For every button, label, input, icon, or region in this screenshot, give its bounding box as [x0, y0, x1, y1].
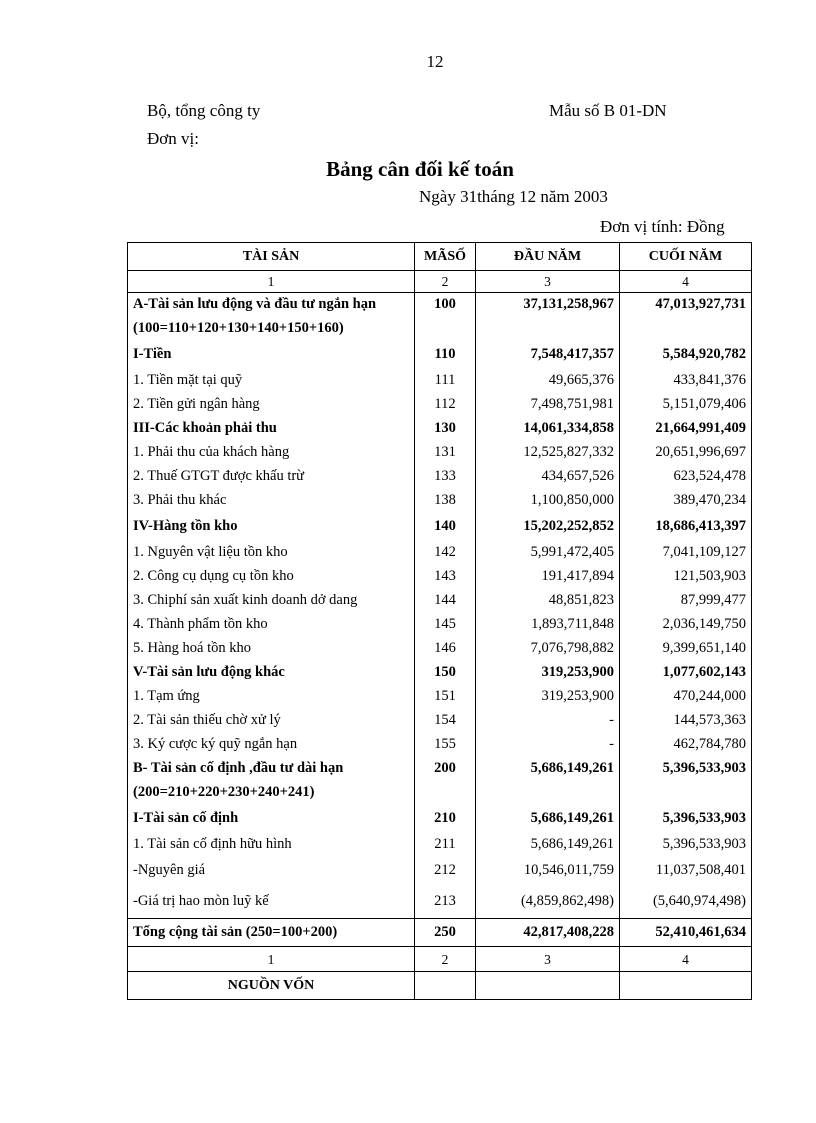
row-start-value: 7,076,798,882	[476, 637, 620, 661]
row-label: 2. Thuế GTGT được khấu trừ	[128, 465, 415, 489]
table-row	[128, 685, 752, 709]
row-start-value: -	[476, 733, 620, 757]
row-code: 212	[415, 857, 476, 885]
page-number: 12	[426, 52, 444, 71]
table-row	[128, 833, 752, 857]
row-code	[415, 317, 476, 341]
row-end-value: 144,573,363	[620, 709, 752, 733]
sources-label: NGUỒN VỐN	[128, 972, 415, 1000]
row-end-value: 21,664,991,409	[620, 417, 752, 441]
row-start-value: 1,893,711,848	[476, 613, 620, 637]
row-code: 110	[415, 341, 476, 369]
table-row	[128, 465, 752, 489]
index-cell: 3	[476, 947, 620, 972]
index-cell: 4	[620, 947, 752, 972]
row-end-value: 2,036,149,750	[620, 613, 752, 637]
table-row	[128, 805, 752, 833]
table-row	[128, 541, 752, 565]
row-code: 155	[415, 733, 476, 757]
row-code: 143	[415, 565, 476, 589]
row-end-value	[620, 781, 752, 805]
column-index-row	[128, 271, 752, 293]
index-cell: 2	[415, 947, 476, 972]
row-end-value: 18,686,413,397	[620, 513, 752, 541]
total-code: 250	[415, 919, 476, 947]
table-row	[128, 369, 752, 393]
row-end-value: 389,470,234	[620, 489, 752, 513]
balance-sheet-table	[127, 242, 752, 1000]
row-label: 1. Nguyên vật liệu tồn kho	[128, 541, 415, 565]
row-start-value: 37,131,258,967	[476, 293, 620, 317]
row-start-value: 434,657,526	[476, 465, 620, 489]
row-label: A-Tài sản lưu động và đầu tư ngắn hạn	[128, 293, 415, 317]
row-label: I-Tiền	[128, 341, 415, 369]
row-code: 213	[415, 885, 476, 919]
header-row	[128, 243, 752, 271]
currency-unit: Đơn vị tính: Đồng	[600, 217, 725, 236]
row-label: 2. Tiền gửi ngân hàng	[128, 393, 415, 417]
table-row	[128, 441, 752, 465]
row-label: 2. Tài sản thiếu chờ xử lý	[128, 709, 415, 733]
row-start-value: 10,546,011,759	[476, 857, 620, 885]
row-start-value: 14,061,334,858	[476, 417, 620, 441]
row-code: 145	[415, 613, 476, 637]
index-cell: 1	[128, 947, 415, 972]
row-start-value: 1,100,850,000	[476, 489, 620, 513]
row-code: 100	[415, 293, 476, 317]
row-start-value: 5,991,472,405	[476, 541, 620, 565]
row-label: 3. Chiphí sản xuất kinh doanh dở dang	[128, 589, 415, 613]
row-label: 4. Thành phẩm tồn kho	[128, 613, 415, 637]
row-code: 151	[415, 685, 476, 709]
row-code: 111	[415, 369, 476, 393]
row-label: (200=210+220+230+240+241)	[128, 781, 415, 805]
organization-label: Bộ, tổng công ty	[147, 101, 261, 120]
row-code: 150	[415, 661, 476, 685]
row-code: 130	[415, 417, 476, 441]
row-start-value: 7,498,751,981	[476, 393, 620, 417]
row-end-value: 462,784,780	[620, 733, 752, 757]
row-start-value: 12,525,827,332	[476, 441, 620, 465]
table-row	[128, 857, 752, 885]
header-end-of-year: CUỐI NĂM	[620, 243, 752, 271]
row-end-value: 623,524,478	[620, 465, 752, 489]
row-end-value: 11,037,508,401	[620, 857, 752, 885]
row-end-value: 47,013,927,731	[620, 293, 752, 317]
row-label: (100=110+120+130+140+150+160)	[128, 317, 415, 341]
row-start-value: 48,851,823	[476, 589, 620, 613]
row-code: 200	[415, 757, 476, 781]
index-cell: 2	[415, 271, 476, 293]
row-end-value: 1,077,602,143	[620, 661, 752, 685]
row-start-value	[476, 317, 620, 341]
total-start-value: 42,817,408,228	[476, 919, 620, 947]
row-code: 146	[415, 637, 476, 661]
row-start-value: 191,417,894	[476, 565, 620, 589]
row-start-value: 49,665,376	[476, 369, 620, 393]
empty-cell	[620, 972, 752, 1000]
empty-cell	[476, 972, 620, 1000]
row-label: -Nguyên giá	[128, 857, 415, 885]
document-title: Bảng cân đối kế toán	[326, 157, 514, 181]
row-label: V-Tài sản lưu động khác	[128, 661, 415, 685]
row-label: I-Tài sản cố định	[128, 805, 415, 833]
table-row	[128, 489, 752, 513]
row-label: 5. Hàng hoá tồn kho	[128, 637, 415, 661]
row-label: 1. Phải thu của khách hàng	[128, 441, 415, 465]
row-start-value: 319,253,900	[476, 661, 620, 685]
row-label: III-Các khoản phải thu	[128, 417, 415, 441]
index-cell: 4	[620, 271, 752, 293]
row-end-value: 20,651,996,697	[620, 441, 752, 465]
row-start-value	[476, 781, 620, 805]
table-row	[128, 341, 752, 369]
table-row	[128, 661, 752, 685]
table-row	[128, 417, 752, 441]
row-label: 1. Tài sản cố định hữu hình	[128, 833, 415, 857]
row-start-value: 319,253,900	[476, 685, 620, 709]
row-label: IV-Hàng tồn kho	[128, 513, 415, 541]
row-code: 210	[415, 805, 476, 833]
row-end-value: 5,396,533,903	[620, 805, 752, 833]
total-row	[128, 919, 752, 947]
row-end-value: 5,396,533,903	[620, 757, 752, 781]
table-row	[128, 565, 752, 589]
row-end-value: 5,396,533,903	[620, 833, 752, 857]
table-row	[128, 637, 752, 661]
row-code: 154	[415, 709, 476, 733]
row-code: 138	[415, 489, 476, 513]
total-end-value: 52,410,461,634	[620, 919, 752, 947]
header-assets: TÀI SẢN	[128, 243, 415, 271]
table-row	[128, 317, 752, 341]
sources-header-row	[128, 972, 752, 1000]
table-row	[128, 393, 752, 417]
row-code: 133	[415, 465, 476, 489]
row-label: 3. Phải thu khác	[128, 489, 415, 513]
row-start-value: 5,686,149,261	[476, 757, 620, 781]
row-start-value: 15,202,252,852	[476, 513, 620, 541]
column-index-row-2	[128, 947, 752, 972]
row-code: 131	[415, 441, 476, 465]
header-start-of-year: ĐẦU NĂM	[476, 243, 620, 271]
row-label: -Giá trị hao mòn luỹ kế	[128, 885, 415, 919]
row-label: 1. Tạm ứng	[128, 685, 415, 709]
row-start-value: 5,686,149,261	[476, 805, 620, 833]
row-start-value: (4,859,862,498)	[476, 885, 620, 919]
form-number: Mẫu số B 01-DN	[549, 101, 667, 120]
table-row	[128, 589, 752, 613]
table-row	[128, 709, 752, 733]
empty-cell	[415, 972, 476, 1000]
row-label: 2. Công cụ dụng cụ tồn kho	[128, 565, 415, 589]
row-start-value: 5,686,149,261	[476, 833, 620, 857]
row-end-value: 7,041,109,127	[620, 541, 752, 565]
row-end-value: 9,399,651,140	[620, 637, 752, 661]
row-code: 211	[415, 833, 476, 857]
row-code	[415, 781, 476, 805]
row-end-value: 5,151,079,406	[620, 393, 752, 417]
index-cell: 1	[128, 271, 415, 293]
row-code: 140	[415, 513, 476, 541]
row-end-value: 470,244,000	[620, 685, 752, 709]
table-row	[128, 885, 752, 919]
unit-label: Đơn vị:	[147, 129, 199, 148]
table-row	[128, 781, 752, 805]
row-end-value: 87,999,477	[620, 589, 752, 613]
total-label: Tổng cộng tài sản (250=100+200)	[128, 919, 415, 947]
row-end-value: (5,640,974,498)	[620, 885, 752, 919]
row-code: 144	[415, 589, 476, 613]
row-label: 3. Ký cược ký quỹ ngắn hạn	[128, 733, 415, 757]
table-row	[128, 613, 752, 637]
header-code: MÃSỐ	[415, 243, 476, 271]
table-row	[128, 757, 752, 781]
row-label: 1. Tiền mặt tại quỹ	[128, 369, 415, 393]
row-end-value: 121,503,903	[620, 565, 752, 589]
index-cell: 3	[476, 271, 620, 293]
row-end-value: 433,841,376	[620, 369, 752, 393]
row-label: B- Tài sản cố định ,đầu tư dài hạn	[128, 757, 415, 781]
row-end-value	[620, 317, 752, 341]
row-code: 112	[415, 393, 476, 417]
table-row	[128, 293, 752, 317]
table-row	[128, 513, 752, 541]
row-start-value: 7,548,417,357	[476, 341, 620, 369]
report-date: Ngày 31tháng 12 năm 2003	[419, 187, 608, 206]
row-code: 142	[415, 541, 476, 565]
row-start-value: -	[476, 709, 620, 733]
row-end-value: 5,584,920,782	[620, 341, 752, 369]
table-row	[128, 733, 752, 757]
